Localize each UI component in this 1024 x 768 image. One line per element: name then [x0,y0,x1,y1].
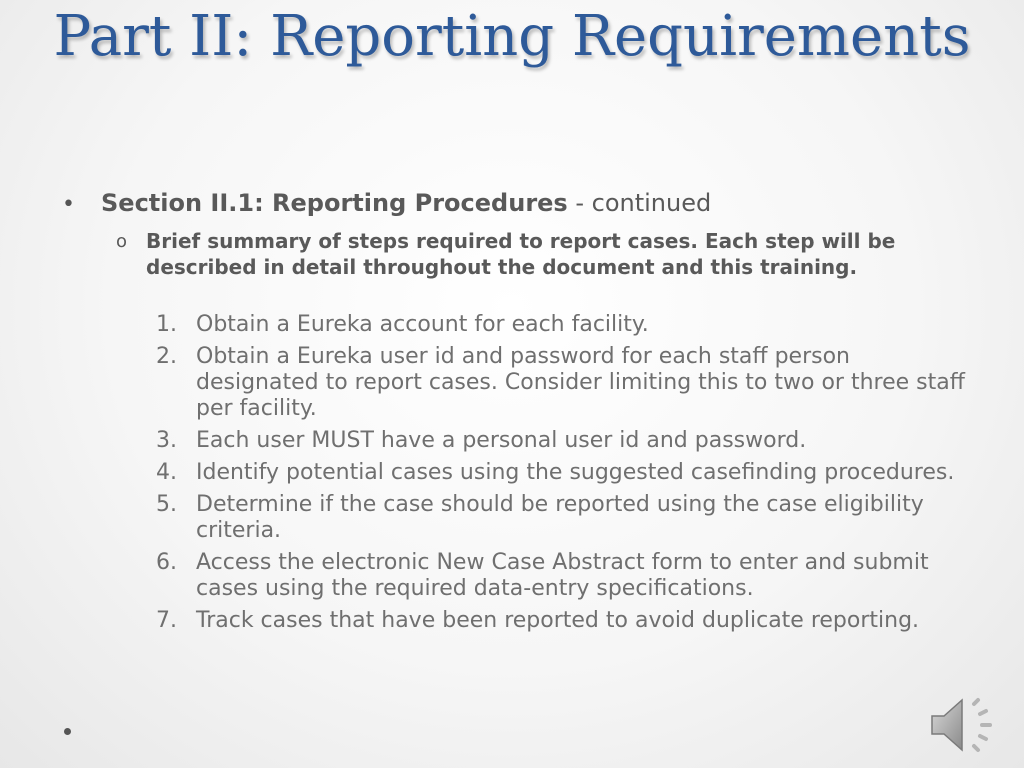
section-heading-bold: Section II.1: Reporting Procedures [101,189,568,217]
empty-bullet [64,728,71,735]
step-item [156,492,976,544]
section-heading-suffix: - continued [567,189,712,217]
step-number: 6. [156,550,177,575]
step-item [156,312,976,338]
step-item [156,460,976,486]
step-text: Track cases that have been reported to avoid duplicate reporting. [196,608,920,633]
step-number: 1. [156,312,177,337]
step-text: Access the electronic New Case Abstract form to enter and submit cases using the required data-entry specifications. [196,550,929,601]
speaker-icon[interactable] [926,692,998,758]
slide-title: Part II: Reporting Requirements [53,4,971,69]
step-item [156,428,976,454]
step-text: Determine if the case should be reported using the case eligibility criteria. [196,492,924,543]
step-item [156,608,976,634]
step-item [156,550,976,602]
step-text: Identify potential cases using the suggested casefinding procedures. [196,460,955,485]
step-number: 5. [156,492,177,517]
summary-bullet: o [116,231,128,252]
step-number: 3. [156,428,177,453]
section-heading [101,189,711,217]
step-text: Each user MUST have a personal user id and password. [196,428,807,453]
step-text: Obtain a Eureka user id and password for each staff person designated to report cases. Consider limiting this to two or three staff per facility. [196,344,965,421]
step-text: Obtain a Eureka account for each facility. [196,312,649,337]
section-bullet: • [62,192,75,217]
summary-text: Brief summary of steps required to report cases. Each step will be described in detail throughout the document and this training. [146,229,896,279]
steps-list [156,312,976,640]
step-number: 7. [156,608,177,633]
step-number: 2. [156,344,177,369]
step-item [156,344,976,422]
step-number: 4. [156,460,177,485]
